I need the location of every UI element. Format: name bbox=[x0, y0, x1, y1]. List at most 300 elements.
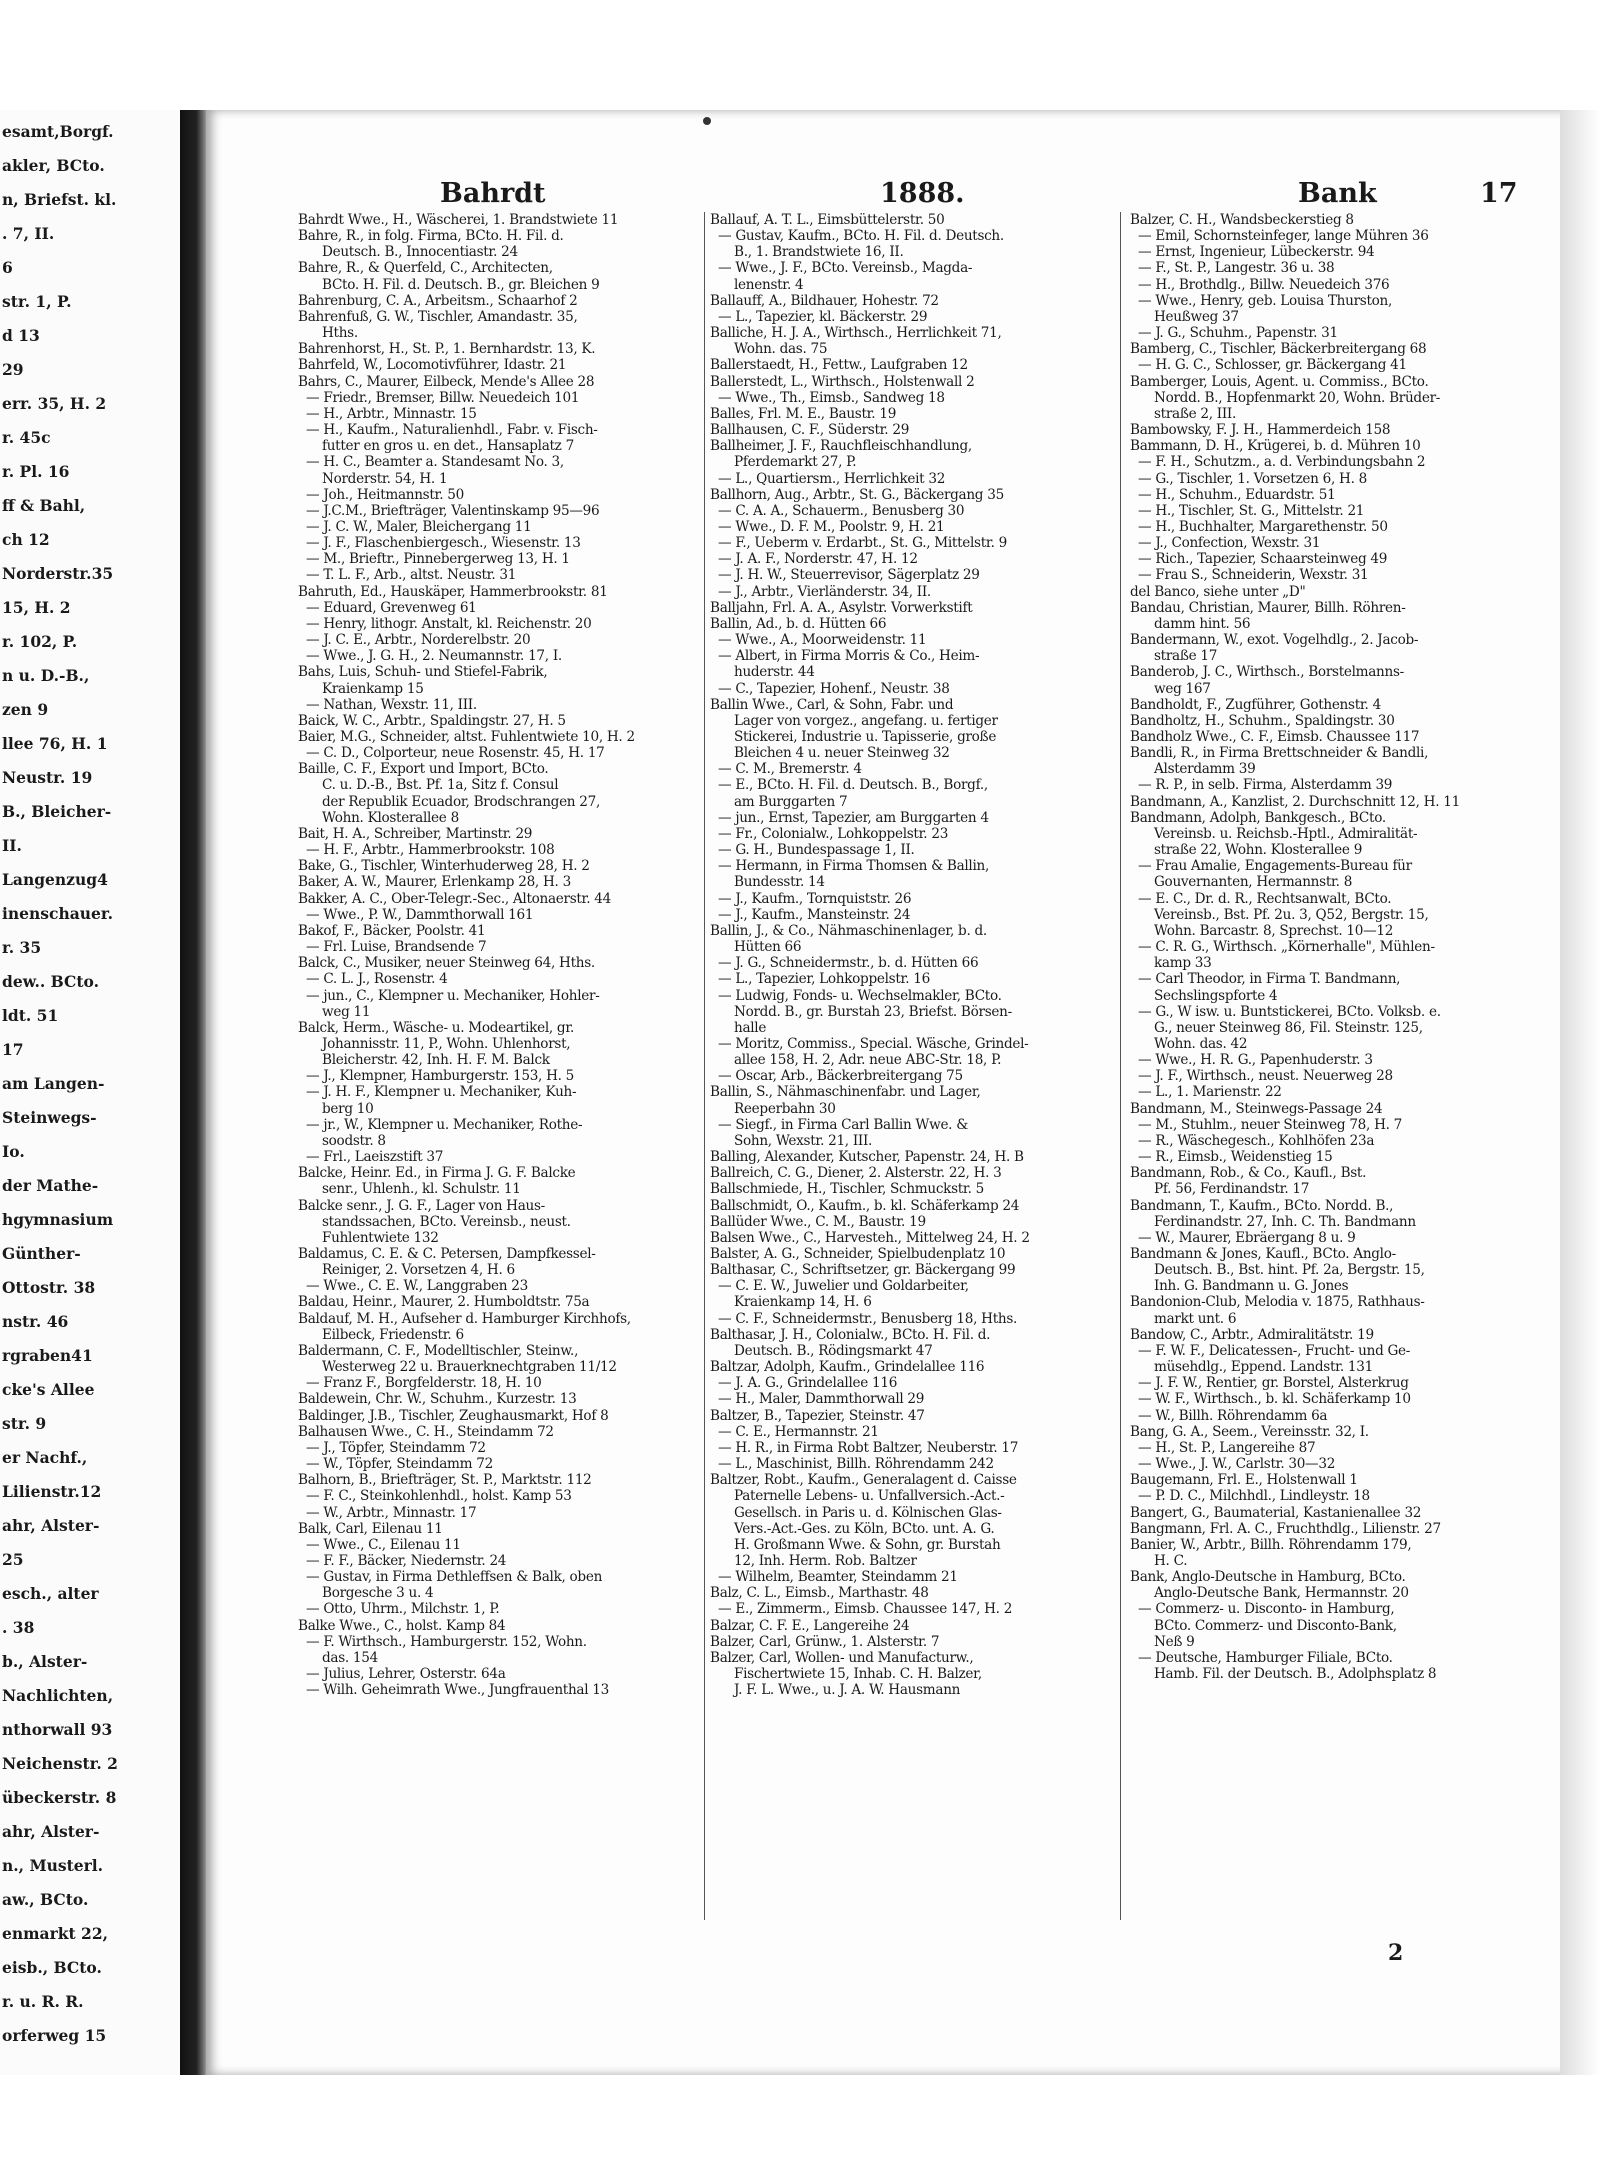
directory-entry-line: — W., Billh. Röhrendamm 6a bbox=[1138, 1407, 1328, 1424]
directory-entry-line: Bake, G., Tischler, Winterhuderweg 28, H. 2 bbox=[298, 858, 590, 875]
directory-entry-line: Bamberg, C., Tischler, Bäckerbreitergang 68 bbox=[1130, 341, 1427, 358]
directory-entry-line: Balzer, Carl, Grünw., 1. Alsterstr. 7 bbox=[710, 1633, 940, 1650]
directory-entry-line: Ballhorn, Aug., Arbtr., St. G., Bäckergang 35 bbox=[710, 486, 1004, 503]
directory-entry-line: Bandholdt, F., Zugführer, Gothenstr. 4 bbox=[1130, 696, 1381, 713]
directory-entry-line: — J. G., Schuhm., Papenstr. 31 bbox=[1138, 325, 1338, 342]
directory-entry-line: — G., W isw. u. Buntstickerei, BCto. Volksb. e. bbox=[1138, 1003, 1441, 1020]
left-page-text-fragment: hgymnasium bbox=[2, 1210, 114, 1229]
directory-entry-line: — Oscar, Arb., Bäckerbreitergang 75 bbox=[718, 1068, 963, 1085]
directory-entry-line: Bang, G. A., Seem., Vereinsstr. 32, I. bbox=[1130, 1423, 1369, 1440]
directory-entry-line: — Wwe., D. F. M., Poolstr. 9, H. 21 bbox=[718, 518, 945, 535]
signature-mark: 2 bbox=[1388, 1940, 1404, 1966]
header-left-word: Bahrdt bbox=[440, 178, 546, 209]
directory-entry-line: — jun., C., Klempner u. Mechaniker, Hohler- bbox=[306, 987, 600, 1004]
directory-entry-line: Bahre, R., in folg. Firma, BCto. H. Fil. d. bbox=[298, 228, 564, 245]
directory-entry-line: Baldinger, J.B., Tischler, Zeughausmarkt, Hof 8 bbox=[298, 1407, 609, 1424]
directory-entry-line: — Franz F., Borgfelderstr. 18, H. 10 bbox=[306, 1375, 542, 1392]
directory-entry-line: — L., Tapezier, Lohkoppelstr. 16 bbox=[718, 971, 930, 988]
directory-entry-line: — Frau Amalie, Engagements-Bureau für bbox=[1138, 858, 1412, 875]
directory-entry-line: H. C. bbox=[1154, 1552, 1188, 1569]
directory-entry-line: Alsterdamm 39 bbox=[1154, 761, 1256, 778]
directory-entry-line: Balsen Wwe., C., Harvesteh., Mittelweg 24, H. 2 bbox=[710, 1229, 1030, 1246]
directory-entry-line: — E., Zimmerm., Eimsb. Chaussee 147, H. 2 bbox=[718, 1601, 1013, 1618]
directory-entry-line: C. u. D.-B., Bst. Pf. 1a, Sitz f. Consul bbox=[322, 777, 559, 794]
directory-entry-line: — Hermann, in Firma Thomsen & Ballin, bbox=[718, 858, 990, 875]
directory-entry-line: Balthasar, C., Schriftsetzer, gr. Bäckergang 99 bbox=[710, 1262, 1016, 1279]
directory-entry-line: Ballin, Ad., b. d. Hütten 66 bbox=[710, 615, 887, 632]
directory-entry-line: — F. W. F., Delicatessen-, Frucht- und Ge- bbox=[1138, 1342, 1411, 1359]
left-page-text-fragment: r. 102, P. bbox=[2, 632, 78, 651]
left-page-text-fragment: r. u. R. R. bbox=[2, 1992, 84, 2011]
directory-entry-line: — Otto, Uhrm., Milchstr. 1, P. bbox=[306, 1601, 500, 1618]
directory-entry-line: — H., Arbtr., Minnastr. 15 bbox=[306, 405, 477, 422]
directory-entry-line: — G., Tischler, 1. Vorsetzen 6, H. 8 bbox=[1138, 470, 1367, 487]
directory-entry-line: Deutsch. B., Innocentiastr. 24 bbox=[322, 244, 518, 261]
directory-entry-line: — Commerz- u. Disconto- in Hamburg, bbox=[1138, 1601, 1395, 1618]
left-page-text-fragment: str. 1, P. bbox=[2, 292, 72, 311]
directory-entry-line: Kraienkamp 15 bbox=[322, 680, 424, 697]
left-page-text-fragment: der Mathe- bbox=[2, 1176, 99, 1195]
directory-entry-line: Baick, W. C., Arbtr., Spaldingstr. 27, H. 5 bbox=[298, 712, 566, 729]
directory-entry-line: Balljahn, Frl. A. A., Asylstr. Vorwerkstift bbox=[710, 599, 973, 616]
directory-entry-line: 12, Inh. Herm. Rob. Baltzer bbox=[734, 1552, 917, 1569]
directory-entry-line: der Republik Ecuador, Brodschrangen 27, bbox=[322, 793, 601, 810]
directory-entry-line: — J. H. F., Klempner u. Mechaniker, Kuh- bbox=[306, 1084, 577, 1101]
directory-entry-line: — W., Töpfer, Steindamm 72 bbox=[306, 1456, 493, 1473]
directory-entry-line: Balck, Herm., Wäsche- u. Modeartikel, gr. bbox=[298, 1019, 575, 1036]
directory-entry-line: Bait, H. A., Schreiber, Martinstr. 29 bbox=[298, 825, 533, 842]
directory-entry-line: — J. C. E., Arbtr., Norderelbstr. 20 bbox=[306, 632, 531, 649]
directory-entry-line: — E. C., Dr. d. R., Rechtsanwalt, BCto. bbox=[1138, 890, 1392, 907]
directory-entry-line: Nordd. B., gr. Burstah 23, Briefst. Börsen- bbox=[734, 1003, 1012, 1020]
directory-entry-line: — F. C., Steinkohlenhdl., holst. Kamp 53 bbox=[306, 1488, 572, 1505]
directory-entry-line: Ballin, J., & Co., Nähmaschinenlager, b. d. bbox=[710, 922, 987, 939]
directory-entry-line: Bandmann & Jones, Kaufl., BCto. Anglo- bbox=[1130, 1246, 1396, 1262]
directory-entry-line: Gouvernanten, Hermannstr. 8 bbox=[1154, 874, 1353, 891]
directory-entry-line: Bahre, R., & Querfeld, C., Architecten, bbox=[298, 260, 553, 277]
directory-entry-line: — J. C. W., Maler, Bleichergang 11 bbox=[306, 518, 532, 535]
directory-entry-line: berg 10 bbox=[322, 1100, 374, 1117]
directory-entry-line: — Henry, lithogr. Anstalt, kl. Reichenstr. 20 bbox=[306, 615, 592, 632]
page-edge bbox=[1560, 110, 1600, 2075]
directory-entry-line: Heußweg 37 bbox=[1154, 308, 1239, 325]
directory-entry-line: Johannisstr. 11, P., Wohn. Uhlenhorst, bbox=[322, 1035, 571, 1052]
left-page-text-fragment: ldt. 51 bbox=[2, 1006, 59, 1025]
directory-entry-line: — Rich., Tapezier, Schaarsteinweg 49 bbox=[1138, 551, 1388, 568]
directory-entry-line: — Wwe., J. G. H., 2. Neumannstr. 17, I. bbox=[306, 648, 562, 665]
directory-entry-line: — L., 1. Marienstr. 22 bbox=[1138, 1084, 1282, 1101]
directory-entry-line: Bambowsky, F. J. H., Hammerdeich 158 bbox=[1130, 422, 1391, 439]
directory-entry-line: — Wwe., H. R. G., Papenhuderstr. 3 bbox=[1138, 1052, 1373, 1069]
directory-entry-line: — Frau S., Schneiderin, Wexstr. 31 bbox=[1138, 567, 1369, 584]
directory-entry-line: Bangmann, Frl. A. C., Fruchthdlg., Lilienstr. 27 bbox=[1130, 1520, 1441, 1537]
directory-entry-line: Pf. 56, Ferdinandstr. 17 bbox=[1154, 1181, 1310, 1198]
directory-entry-line: — M., Stuhlm., neuer Steinweg 78, H. 7 bbox=[1138, 1116, 1403, 1133]
directory-entry-line: — R. P., in selb. Firma, Alsterdamm 39 bbox=[1138, 777, 1393, 794]
directory-entry-line: — J. A. F., Norderstr. 47, H. 12 bbox=[718, 551, 918, 568]
header-right-word: Bank bbox=[1298, 178, 1377, 209]
directory-entry-line: Bandholtz, H., Schuhm., Spaldingstr. 30 bbox=[1130, 712, 1395, 729]
directory-entry-line: Balzar, C. F. E., Langereihe 24 bbox=[710, 1617, 910, 1634]
directory-entry-line: das. 154 bbox=[322, 1649, 378, 1666]
directory-entry-line: — M., Brieftr., Pinnebergerweg 13, H. 1 bbox=[306, 551, 570, 568]
directory-entry-line: Vers.-Act.-Ges. zu Köln, BCto. unt. A. G. bbox=[734, 1520, 995, 1537]
directory-entry-line: Bammann, D. H., Krügerei, b. d. Mühren 10 bbox=[1130, 438, 1421, 455]
directory-entry-line: — Siegf., in Firma Carl Ballin Wwe. & bbox=[718, 1116, 969, 1133]
directory-entry-line: Ballin Wwe., Carl, & Sohn, Fabr. und bbox=[710, 696, 954, 713]
directory-entry-line: Balhorn, B., Briefträger, St. P., Marktstr. 112 bbox=[298, 1472, 592, 1489]
directory-entry-line: — H., St. P., Langereihe 87 bbox=[1138, 1439, 1316, 1456]
left-page-text-fragment: eisb., BCto. bbox=[2, 1958, 102, 1977]
directory-column-1 bbox=[298, 212, 698, 1932]
directory-entry-line: G., neuer Steinweg 86, Fil. Steinstr. 125, bbox=[1154, 1019, 1423, 1036]
directory-entry-line: Bahrs, C., Maurer, Eilbeck, Mende's Allee 28 bbox=[298, 373, 595, 390]
directory-entry-line: Bandmann, M., Steinwegs-Passage 24 bbox=[1130, 1100, 1383, 1117]
left-page-text-fragment: esamt,Borgf. bbox=[2, 122, 114, 141]
directory-entry-line: — C. E., Hermannstr. 21 bbox=[718, 1423, 879, 1440]
directory-entry-line: Baltzar, Adolph, Kaufm., Grindelallee 116 bbox=[710, 1359, 985, 1376]
directory-entry-line: straße 22, Wohn. Klosterallee 9 bbox=[1154, 842, 1363, 859]
directory-entry-line: Bahrenhorst, H., St. P., 1. Bernhardstr. 13, K. bbox=[298, 341, 596, 358]
directory-entry-line: BCto. H. Fil. d. Deutsch. B., gr. Bleichen 9 bbox=[322, 276, 600, 293]
directory-entry-line: — F. Wirthsch., Hamburgerstr. 152, Wohn. bbox=[306, 1633, 587, 1650]
directory-entry-line: Eilbeck, Friedenstr. 6 bbox=[322, 1326, 464, 1343]
directory-entry-line: Bahruth, Ed., Hauskäper, Hammerbrookstr. 81 bbox=[298, 583, 608, 600]
directory-entry-line: Deutsch. B., Bst. hint. Pf. 2a, Bergstr. 15, bbox=[1154, 1262, 1425, 1279]
left-page-text-fragment: 6 bbox=[2, 258, 13, 277]
directory-entry-line: Wohn. Barcastr. 8, Sprechst. 10—12 bbox=[1154, 922, 1394, 939]
left-page-text-fragment: übeckerstr. 8 bbox=[2, 1788, 117, 1807]
directory-entry-line: Paternelle Lebens- u. Unfallversich.-Act.- bbox=[734, 1488, 1005, 1505]
directory-entry-line: Reeperbahn 30 bbox=[734, 1100, 836, 1117]
directory-entry-line: Baldewein, Chr. W., Schuhm., Kurzestr. 13 bbox=[298, 1391, 577, 1408]
directory-entry-line: Sohn, Wexstr. 21, III. bbox=[734, 1132, 873, 1149]
left-page-text-fragment: Ottostr. 38 bbox=[2, 1278, 96, 1297]
left-page-text-fragment: am Langen- bbox=[2, 1074, 105, 1093]
directory-entry-line: Bandmann, Adolph, Bankgesch., BCto. bbox=[1130, 809, 1386, 826]
directory-entry-line: — W., Arbtr., Minnastr. 17 bbox=[306, 1504, 477, 1521]
left-page-text-fragment: Io. bbox=[2, 1142, 25, 1161]
directory-entry-line: — Frl. Luise, Brandsende 7 bbox=[306, 939, 487, 956]
directory-entry-line: Borgesche 3 u. 4 bbox=[322, 1585, 434, 1602]
directory-entry-line: Ballschmiede, H., Tischler, Schmuckstr. 5 bbox=[710, 1181, 985, 1198]
directory-entry-line: weg 11 bbox=[322, 1003, 371, 1020]
directory-entry-line: Ballauf, A. T. L., Eimsbüttelerstr. 50 bbox=[710, 212, 945, 228]
directory-entry-line: halle bbox=[734, 1019, 767, 1036]
directory-entry-line: Balliche, H. J. A., Wirthsch., Herrlichkeit 71, bbox=[710, 325, 1002, 342]
directory-entry-line: Bandli, R., in Firma Brettschneider & Bandli, bbox=[1130, 745, 1429, 762]
directory-entry-line: huderstr. 44 bbox=[734, 664, 815, 681]
directory-entry-line: Norderstr. 54, H. 1 bbox=[322, 470, 448, 487]
directory-column-3 bbox=[1130, 212, 1530, 1932]
directory-entry-line: — P. D. C., Milchhdl., Lindleystr. 18 bbox=[1138, 1488, 1370, 1505]
directory-entry-line: — Joh., Heitmannstr. 50 bbox=[306, 486, 464, 503]
left-page-text-fragment: Norderstr.35 bbox=[2, 564, 114, 583]
left-page-text-fragment: II. bbox=[2, 836, 22, 855]
directory-entry-line: Fuhlentwiete 132 bbox=[322, 1229, 439, 1246]
directory-entry-line: Bangert, G., Baumaterial, Kastanienallee 32 bbox=[1130, 1504, 1422, 1521]
directory-entry-line: — C. R. G., Wirthsch. „Körnerhalle", Mühlen- bbox=[1138, 939, 1435, 956]
left-page-text-fragment: r. 35 bbox=[2, 938, 42, 957]
directory-entry-line: — H. F., Arbtr., Hammerbrookstr. 108 bbox=[306, 842, 555, 859]
directory-entry-line: — Carl Theodor, in Firma T. Bandmann, bbox=[1138, 971, 1401, 988]
directory-entry-line: — J., Klempner, Hamburgerstr. 153, H. 5 bbox=[306, 1068, 575, 1085]
directory-entry-line: — Wilhelm, Beamter, Steindamm 21 bbox=[718, 1569, 958, 1586]
directory-entry-line: damm hint. 56 bbox=[1154, 615, 1251, 632]
directory-entry-line: senr., Uhlenh., kl. Schulstr. 11 bbox=[322, 1181, 521, 1198]
directory-entry-line: — Wwe., P. W., Dammthorwall 161 bbox=[306, 906, 534, 923]
left-page-text-fragment: Günther- bbox=[2, 1244, 81, 1263]
directory-entry-line: — J., Töpfer, Steindamm 72 bbox=[306, 1439, 486, 1456]
directory-entry-line: Balz, C. L., Eimsb., Marthastr. 48 bbox=[710, 1585, 929, 1602]
directory-entry-line: Ballerstaedt, H., Fettw., Laufgraben 12 bbox=[710, 357, 968, 374]
directory-entry-line: del Banco, siehe unter „D" bbox=[1130, 583, 1306, 600]
directory-entry-line: Banderob, J. C., Wirthsch., Borstelmanns- bbox=[1130, 664, 1404, 681]
directory-entry-line: Ballhausen, C. F., Süderstr. 29 bbox=[710, 422, 910, 439]
directory-entry-line: — C. F., Schneidermstr., Benusberg 18, Hths. bbox=[718, 1310, 1018, 1327]
left-page-text-fragment: . 38 bbox=[2, 1618, 35, 1637]
directory-entry-line: Kraienkamp 14, H. 6 bbox=[734, 1294, 872, 1311]
directory-entry-line: — C. L. J., Rosenstr. 4 bbox=[306, 971, 448, 988]
directory-entry-line: Balzer, C. H., Wandsbeckerstieg 8 bbox=[1130, 212, 1354, 228]
directory-entry-line: Ballschmidt, O., Kaufm., b. kl. Schäferkamp 24 bbox=[710, 1197, 1020, 1214]
directory-entry-line: Balhausen Wwe., C. H., Steindamm 72 bbox=[298, 1423, 554, 1440]
directory-entry-line: Neß 9 bbox=[1154, 1633, 1195, 1650]
directory-entry-line: Balke Wwe., C., holst. Kamp 84 bbox=[298, 1617, 506, 1634]
left-page-text-fragment: nthorwall 93 bbox=[2, 1720, 113, 1739]
directory-entry-line: Balck, C., Musiker, neuer Steinweg 64, Hths. bbox=[298, 955, 595, 972]
directory-entry-line: Balcke senr., J. G. F., Lager von Haus- bbox=[298, 1197, 545, 1214]
directory-entry-line: — R., Eimsb., Weidenstieg 15 bbox=[1138, 1149, 1333, 1166]
directory-entry-line: Ballreich, C. G., Diener, 2. Alsterstr. 22, H. 3 bbox=[710, 1165, 1002, 1182]
directory-entry-line: Baldau, Heinr., Maurer, 2. Humboldtstr. 75a bbox=[298, 1294, 590, 1311]
directory-entry-line: Bakof, F., Bäcker, Poolstr. 41 bbox=[298, 922, 486, 939]
directory-entry-line: Baugemann, Frl. E., Holstenwall 1 bbox=[1130, 1472, 1358, 1489]
directory-entry-line: — C. D., Colporteur, neue Rosenstr. 45, H. 17 bbox=[306, 745, 605, 762]
directory-entry-line: — H. G. C., Schlosser, gr. Bäckergang 41 bbox=[1138, 357, 1407, 374]
directory-entry-line: Bandmann, T., Kaufm., BCto. Nordd. B., bbox=[1130, 1197, 1394, 1214]
left-page-text-fragment: . 7, II. bbox=[2, 224, 55, 243]
directory-entry-line: Balling, Alexander, Kutscher, Papenstr. 24, H. B bbox=[710, 1149, 1024, 1166]
directory-entry-line: Anglo-Deutsche Bank, Hermannstr. 20 bbox=[1154, 1585, 1409, 1602]
page-header bbox=[440, 178, 1520, 212]
left-page-text-fragment: n., Musterl. bbox=[2, 1856, 104, 1875]
directory-entry-line: müsehdlg., Eppend. Landstr. 131 bbox=[1154, 1359, 1373, 1376]
left-page-text-fragment: esch., alter bbox=[2, 1584, 99, 1603]
directory-entry-line: — E., BCto. H. Fil. d. Deutsch. B., Borgf., bbox=[718, 777, 988, 794]
directory-entry-line: Bandonion-Club, Melodia v. 1875, Rathhaus- bbox=[1130, 1294, 1425, 1311]
directory-entry-line: — Albert, in Firma Morris & Co., Heim- bbox=[718, 648, 980, 665]
directory-entry-line: Baldauf, M. H., Aufseher d. Hamburger Kirchhofs, bbox=[298, 1310, 631, 1327]
directory-entry-line: — L., Quartiersm., Herrlichkeit 32 bbox=[718, 470, 946, 487]
directory-entry-line: Bank, Anglo-Deutsche in Hamburg, BCto. bbox=[1130, 1569, 1406, 1586]
directory-entry-line: — H. C., Beamter a. Standesamt No. 3, bbox=[306, 454, 564, 471]
directory-entry-line: Reiniger, 2. Vorsetzen 4, H. 6 bbox=[322, 1262, 515, 1279]
left-page-text-fragment: nstr. 46 bbox=[2, 1312, 69, 1331]
directory-entry-line: Ferdinandstr. 27, Inh. C. Th. Bandmann bbox=[1154, 1213, 1416, 1230]
directory-entry-line: — Wilh. Geheimrath Wwe., Jungfrauenthal 13 bbox=[306, 1682, 609, 1699]
directory-entry-line: kamp 33 bbox=[1154, 955, 1212, 972]
directory-entry-line: Balcke, Heinr. Ed., in Firma J. G. F. Balcke bbox=[298, 1165, 576, 1182]
directory-entry-line: — Nathan, Wexstr. 11, III. bbox=[306, 696, 477, 713]
directory-entry-line: lenenstr. 4 bbox=[734, 276, 804, 293]
left-page-text-fragment: ff & Bahl, bbox=[2, 496, 86, 515]
directory-entry-line: — Wwe., Henry, geb. Louisa Thurston, bbox=[1138, 292, 1392, 309]
directory-entry-line: Bandmann, Rob., & Co., Kaufl., Bst. bbox=[1130, 1165, 1367, 1182]
left-page-text-fragment: orferweg 15 bbox=[2, 2026, 107, 2045]
left-page-text-fragment: ahr, Alster- bbox=[2, 1822, 100, 1841]
directory-entry-line: Wohn. das. 75 bbox=[734, 341, 828, 358]
directory-entry-line: — C. M., Bremerstr. 4 bbox=[718, 761, 862, 778]
left-page-text-fragment: enmarkt 22, bbox=[2, 1924, 109, 1943]
directory-entry-line: — H., Maler, Dammthorwall 29 bbox=[718, 1391, 925, 1408]
directory-entry-line: — jr., W., Klempner u. Mechaniker, Rothe- bbox=[306, 1116, 583, 1133]
directory-entry-line: Bandau, Christian, Maurer, Billh. Röhren- bbox=[1130, 599, 1406, 616]
directory-entry-line: Bahrenfuß, G. W., Tischler, Amandastr. 35, bbox=[298, 308, 578, 325]
directory-entry-line: Baldamus, C. E. & C. Petersen, Dampfkessel- bbox=[298, 1246, 596, 1262]
directory-entry-line: — F., St. P., Langestr. 36 u. 38 bbox=[1138, 260, 1335, 277]
directory-entry-line: BCto. Commerz- und Disconto-Bank, bbox=[1154, 1617, 1397, 1634]
directory-entry-line: soodstr. 8 bbox=[322, 1132, 386, 1149]
directory-entry-line: Vereinsb. u. Reichsb.-Hptl., Admiralität- bbox=[1154, 825, 1418, 842]
directory-entry-line: Baldermann, C. F., Modelltischler, Steinw., bbox=[298, 1342, 579, 1359]
directory-entry-line: Bandow, C., Arbtr., Admiralitätstr. 19 bbox=[1130, 1326, 1374, 1343]
directory-entry-line: Balzer, Carl, Wollen- und Manufacturw., bbox=[710, 1649, 974, 1666]
left-page-fragment bbox=[0, 110, 190, 2075]
directory-entry-line: — H., Schuhm., Eduardstr. 51 bbox=[1138, 486, 1336, 503]
left-page-text-fragment: zen 9 bbox=[2, 700, 49, 719]
directory-entry-line: Bamberger, Louis, Agent. u. Commiss., BCto. bbox=[1130, 373, 1429, 390]
directory-entry-line: — J., Kaufm., Mansteinstr. 24 bbox=[718, 906, 911, 923]
directory-entry-line: Gesellsch. in Paris u. d. Kölnischen Glas- bbox=[734, 1504, 1002, 1521]
left-page-text-fragment: ahr, Alster- bbox=[2, 1516, 100, 1535]
directory-entry-line: Banier, W., Arbtr., Billh. Röhrendamm 179, bbox=[1130, 1536, 1412, 1553]
directory-entry-line: Ballüder Wwe., C. M., Baustr. 19 bbox=[710, 1213, 926, 1230]
left-page-text-fragment: str. 9 bbox=[2, 1414, 47, 1433]
directory-entry-line: weg 167 bbox=[1154, 680, 1211, 697]
directory-entry-line: — Frl., Laeiszstift 37 bbox=[306, 1149, 444, 1166]
ink-dot bbox=[703, 117, 711, 125]
header-page-number: 17 bbox=[1480, 178, 1518, 209]
directory-entry-line: — Ernst, Ingenieur, Lübeckerstr. 94 bbox=[1138, 244, 1375, 261]
directory-entry-line: Bahrfeld, W., Locomotivführer, Idastr. 21 bbox=[298, 357, 567, 374]
directory-entry-line: Wohn. Klosterallee 8 bbox=[322, 809, 459, 826]
left-page-text-fragment: err. 35, H. 2 bbox=[2, 394, 107, 413]
directory-entry-line: — Wwe., J. F., BCto. Vereinsb., Magda- bbox=[718, 260, 973, 277]
directory-entry-line: — Wwe., C. E. W., Langgraben 23 bbox=[306, 1278, 528, 1295]
directory-entry-line: — J. F., Flaschenbiergesch., Wiesenstr. 13 bbox=[306, 535, 581, 552]
directory-entry-line: Bahs, Luis, Schuh- und Stiefel-Fabrik, bbox=[298, 664, 548, 681]
directory-entry-line: — J., Confection, Wexstr. 31 bbox=[1138, 535, 1321, 552]
directory-entry-line: — Gustav, in Firma Dethleffsen & Balk, oben bbox=[306, 1569, 603, 1586]
left-page-text-fragment: b., Alster- bbox=[2, 1652, 88, 1671]
directory-entry-line: Bahrdt Wwe., H., Wäscherei, 1. Brandstwiete 11 bbox=[298, 212, 619, 228]
left-page-text-fragment: 15, H. 2 bbox=[2, 598, 71, 617]
directory-entry-line: Baker, A. W., Maurer, Erlenkamp 28, H. 3 bbox=[298, 874, 571, 891]
directory-entry-line: — Wwe., Th., Eimsb., Sandweg 18 bbox=[718, 389, 945, 406]
directory-entry-line: Ballerstedt, L., Wirthsch., Holstenwall 2 bbox=[710, 373, 975, 390]
directory-entry-line: — J. F. W., Rentier, gr. Borstel, Alsterkrug bbox=[1138, 1375, 1409, 1392]
directory-entry-line: — C. A. A., Schauerm., Benusberg 30 bbox=[718, 502, 965, 519]
directory-entry-line: Balster, A. G., Schneider, Spielbudenplatz 10 bbox=[710, 1246, 1006, 1262]
left-page-text-fragment: Neustr. 19 bbox=[2, 768, 93, 787]
directory-entry-line: — Fr., Colonialw., Lohkoppelstr. 23 bbox=[718, 825, 949, 842]
directory-entry-line: Bakker, A. C., Ober-Telegr.-Sec., Altonaerstr. 44 bbox=[298, 890, 611, 907]
directory-entry-line: — H., Buchhalter, Margarethenstr. 50 bbox=[1138, 518, 1388, 535]
column-rule-2 bbox=[1120, 212, 1121, 1920]
directory-entry-line: Wohn. das. 42 bbox=[1154, 1035, 1248, 1052]
directory-entry-line: — H., Tischler, St. G., Mittelstr. 21 bbox=[1138, 502, 1365, 519]
directory-entry-line: — J., Arbtr., Vierländerstr. 34, II. bbox=[718, 583, 931, 600]
directory-entry-line: Bundesstr. 14 bbox=[734, 874, 825, 891]
directory-entry-line: — L., Maschinist, Billh. Röhrendamm 242 bbox=[718, 1456, 994, 1473]
directory-entry-line: — J., Kaufm., Tornquiststr. 26 bbox=[718, 890, 912, 907]
directory-entry-line: — T. L. F., Arb., altst. Neustr. 31 bbox=[306, 567, 517, 584]
directory-entry-line: Bandholz Wwe., C. F., Eimsb. Chaussee 117 bbox=[1130, 729, 1420, 745]
directory-entry-line: — J.C.M., Briefträger, Valentinskamp 95—96 bbox=[306, 502, 600, 519]
directory-entry-line: Baltzer, B., Tapezier, Steinstr. 47 bbox=[710, 1407, 925, 1424]
directory-entry-line: — Wwe., A., Moorweidenstr. 11 bbox=[718, 632, 927, 649]
directory-entry-line: Hths. bbox=[322, 325, 358, 342]
directory-entry-line: — J. G., Schneidermstr., b. d. Hütten 66 bbox=[718, 955, 979, 972]
left-page-text-fragment: rgraben41 bbox=[2, 1346, 93, 1365]
left-page-text-fragment: 25 bbox=[2, 1550, 24, 1569]
header-year: 1888. bbox=[880, 178, 965, 209]
directory-entry-line: — Friedr., Bremser, Billw. Neuedeich 101 bbox=[306, 389, 580, 406]
left-page-text-fragment: Steinwegs- bbox=[2, 1108, 97, 1127]
directory-entry-line: Baltzer, Robt., Kaufm., Generalagent d. Caisse bbox=[710, 1472, 1017, 1489]
directory-entry-line: Ballin, S., Nähmaschinenfabr. und Lager, bbox=[710, 1084, 981, 1101]
directory-entry-line: straße 2, III. bbox=[1154, 405, 1237, 422]
directory-entry-line: am Burggarten 7 bbox=[734, 793, 848, 810]
directory-entry-line: — Ludwig, Fonds- u. Wechselmakler, BCto. bbox=[718, 987, 1002, 1004]
directory-entry-line: futter en gros u. en det., Hansaplatz 7 bbox=[322, 438, 574, 455]
left-page-text-fragment: er Nachf., bbox=[2, 1448, 88, 1467]
directory-entry-line: Baille, C. F., Export und Import, BCto. bbox=[298, 761, 549, 778]
directory-entry-line: markt unt. 6 bbox=[1154, 1310, 1237, 1327]
directory-entry-line: — J. F., Wirthsch., neust. Neuerweg 28 bbox=[1138, 1068, 1393, 1085]
left-page-text-fragment: n u. D.-B., bbox=[2, 666, 90, 685]
directory-entry-line: — Wwe., C., Eilenau 11 bbox=[306, 1536, 461, 1553]
directory-entry-line: Bahrenburg, C. A., Arbeitsm., Schaarhof 2 bbox=[298, 292, 578, 309]
directory-entry-line: — Emil, Schornsteinfeger, lange Mühren 36 bbox=[1138, 228, 1429, 245]
directory-entry-line: straße 17 bbox=[1154, 648, 1218, 665]
directory-entry-line: — C., Tapezier, Hohenf., Neustr. 38 bbox=[718, 680, 950, 697]
left-page-text-fragment: r. Pl. 16 bbox=[2, 462, 70, 481]
directory-entry-line: — Wwe., J. W., Carlstr. 30—32 bbox=[1138, 1456, 1336, 1473]
left-page-text-fragment: Neichenstr. 2 bbox=[2, 1754, 118, 1773]
directory-entry-line: Inh. G. Bandmann u. G. Jones bbox=[1154, 1278, 1349, 1295]
directory-entry-line: — W. F., Wirthsch., b. kl. Schäferkamp 10 bbox=[1138, 1391, 1411, 1408]
directory-entry-line: — F. F., Bäcker, Niedernstr. 24 bbox=[306, 1552, 507, 1569]
directory-entry-line: — H., Brothdlg., Billw. Neuedeich 376 bbox=[1138, 276, 1390, 293]
directory-entry-line: — F., Ueberm v. Erdarbt., St. G., Mittelstr. 9 bbox=[718, 535, 1007, 552]
left-page-text-fragment: Nachlichten, bbox=[2, 1686, 114, 1705]
directory-entry-line: Nordd. B., Hopfenmarkt 20, Wohn. Brüder- bbox=[1154, 389, 1441, 406]
directory-entry-line: — H., Kaufm., Naturalienhdl., Fabr. v. Fisch- bbox=[306, 422, 598, 439]
directory-entry-line: Bandermann, W., exot. Vogelhdlg., 2. Jacob- bbox=[1130, 632, 1419, 649]
directory-entry-line: Hütten 66 bbox=[734, 939, 802, 956]
directory-entry-line: Balk, Carl, Eilenau 11 bbox=[298, 1520, 443, 1537]
left-page-text-fragment: akler, BCto. bbox=[2, 156, 105, 175]
left-page-text-fragment: d 13 bbox=[2, 326, 40, 345]
left-page-text-fragment: B., Bleicher- bbox=[2, 802, 112, 821]
directory-entry-line: Bleicherstr. 42, Inh. H. F. M. Balck bbox=[322, 1052, 550, 1069]
directory-entry-line: Hamb. Fil. der Deutsch. B., Adolphsplatz 8 bbox=[1154, 1666, 1437, 1683]
directory-entry-line: Deutsch. B., Rödingsmarkt 47 bbox=[734, 1342, 933, 1359]
directory-entry-line: Baier, M.G., Schneider, altst. Fuhlentwiete 10, H. 2 bbox=[298, 729, 635, 745]
directory-entry-line: — Gustav, Kaufm., BCto. H. Fil. d. Deutsch. bbox=[718, 228, 1004, 245]
